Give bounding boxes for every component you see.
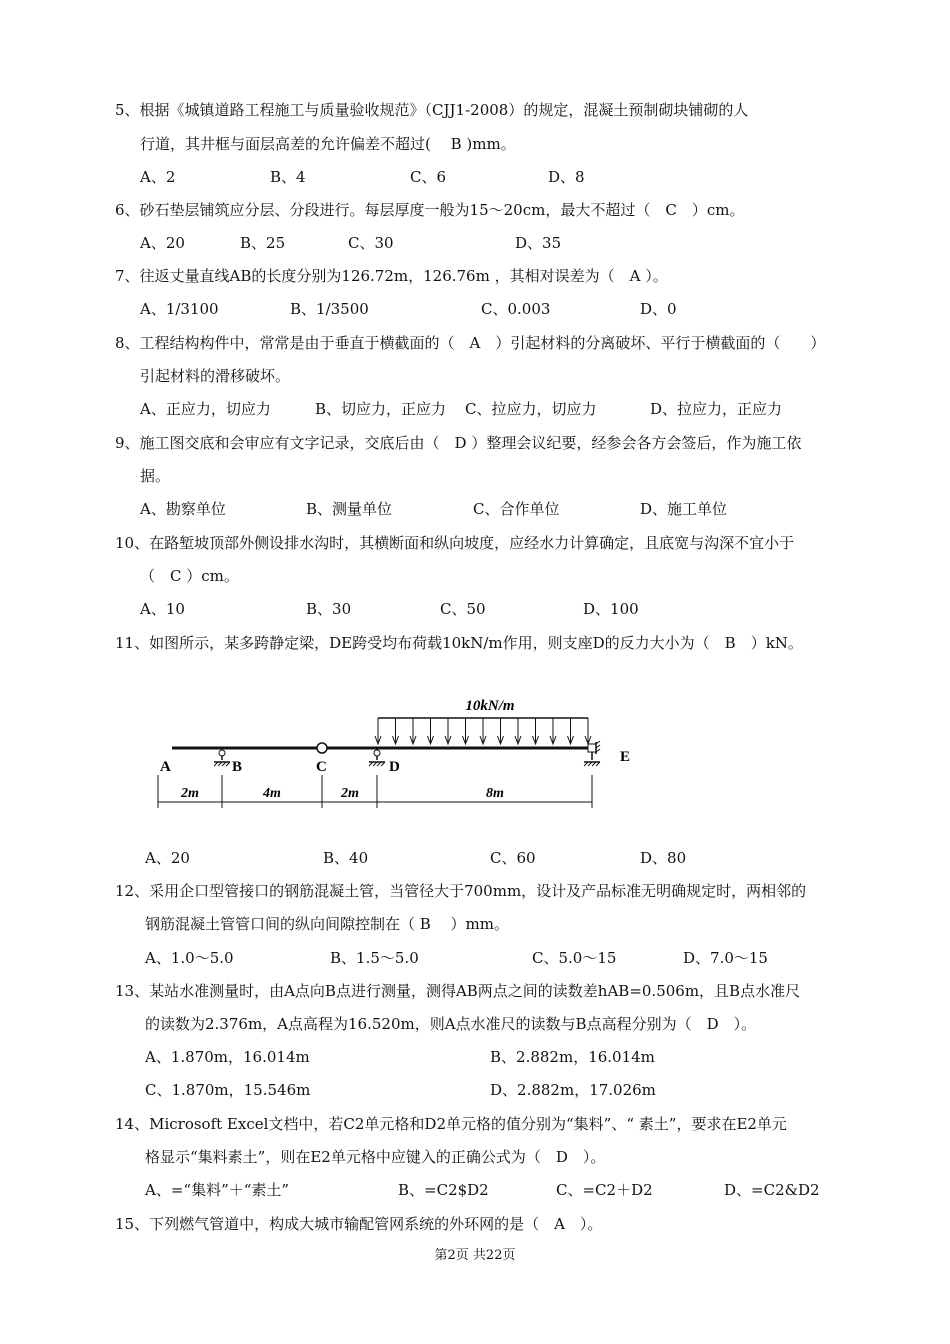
q5-option-b: B、4 xyxy=(270,168,306,186)
q12-option-a: A、1.0～5.0 xyxy=(145,949,234,967)
q13-line2: 的读数为2.376m，A点高程为16.520m，则A点水准尺的读数与B点高程分别为（ D ）。 xyxy=(145,1015,757,1033)
q5-line2: 行道，其井框与面层高差的允许偏差不超过( B )mm。 xyxy=(140,135,516,153)
point-label-c: C xyxy=(316,759,327,775)
hinge-c xyxy=(317,743,327,753)
q11-option-b: B、40 xyxy=(323,849,369,867)
q6-option-c: C、30 xyxy=(348,234,394,252)
q14-option-b: B、=C2$D2 xyxy=(398,1181,489,1199)
q9-option-b: B、测量单位 xyxy=(306,500,393,518)
q12-line2: 钢筋混凝土管管口间的纵向间隙控制在（ B ）mm。 xyxy=(145,915,510,933)
q10-option-d: D、100 xyxy=(583,600,639,618)
q11-option-c: C、60 xyxy=(490,849,536,867)
q12-line1: 12、采用企口型管接口的钢筋混凝土管，当管径大于700mm，设计及产品标准无明确规定时，两相邻的 xyxy=(115,882,807,900)
q11-option-a: A、20 xyxy=(145,849,190,867)
q11-option-d: D、80 xyxy=(640,849,687,867)
q6-line1: 6、砂石垫层铺筑应分层、分段进行。每层厚度一般为15～20cm，最大不超过（ C ）cm。 xyxy=(115,201,745,219)
span-label-bc: 4m xyxy=(263,786,281,801)
q7-option-a: A、1/3100 xyxy=(140,300,219,318)
q6-option-d: D、35 xyxy=(515,234,562,252)
span-label-de: 8m xyxy=(486,786,504,801)
load-arrows xyxy=(375,718,591,744)
q6-option-b: B、25 xyxy=(240,234,286,252)
q7-option-c: C、0.003 xyxy=(481,300,551,318)
q10-option-b: B、30 xyxy=(306,600,352,618)
q12-option-b: B、1.5～5.0 xyxy=(330,949,419,967)
q14-option-d: D、=C2&D2 xyxy=(724,1181,820,1199)
q15-line1: 15、下列燃气管道中，构成大城市输配管网系统的外环网的是（ A ）。 xyxy=(115,1215,603,1233)
q8-line1: 8、工程结构构件中，常常是由于垂直于横截面的（ A ）引起材料的分离破坏、平行于横截面的（ ） xyxy=(115,334,826,352)
q7-option-d: D、0 xyxy=(640,300,677,318)
q8-option-a: A、正应力，切应力 xyxy=(140,400,271,418)
support-e xyxy=(584,741,600,766)
beam-diagram xyxy=(150,690,650,820)
point-label-a: A xyxy=(160,759,171,775)
q6-option-a: A、20 xyxy=(140,234,185,252)
q8-option-d: D、拉应力，正应力 xyxy=(650,400,783,418)
q7-option-b: B、1/3500 xyxy=(290,300,369,318)
q14-line2: 格显示“集料素土”，则在E2单元格中应键入的正确公式为（ D ）。 xyxy=(145,1148,606,1166)
q10-option-a: A、10 xyxy=(140,600,185,618)
point-label-e: E xyxy=(620,749,631,765)
q9-option-a: A、勘察单位 xyxy=(140,500,226,518)
q8-line2: 引起材料的滑移破坏。 xyxy=(140,367,291,385)
q14-option-c: C、=C2＋D2 xyxy=(556,1181,653,1199)
q10-line2: （ C ）cm。 xyxy=(140,567,239,585)
span-label-ab: 2m xyxy=(181,786,199,801)
q13-line1: 13、某站水准测量时，由A点向B点进行测量，测得AB两点之间的读数差hAB=0.506m，且B点水准尺 xyxy=(115,982,801,1000)
q13-option-d: D、2.882m，17.026m xyxy=(490,1081,656,1099)
load-label: 10kN/m xyxy=(465,698,515,714)
q14-option-a: A、=“集料”＋“素土” xyxy=(145,1181,290,1199)
q5-line1: 5、根据《城镇道路工程施工与质量验收规范》（CJJ1-2008）的规定，混凝土预制砌块铺砌的人 xyxy=(115,101,749,119)
q5-option-c: C、6 xyxy=(410,168,447,186)
q8-option-b: B、切应力，正应力 xyxy=(315,400,447,418)
q12-option-d: D、7.0～15 xyxy=(683,949,768,967)
q5-option-d: D、8 xyxy=(548,168,585,186)
q10-line1: 10、在路堑坡顶部外侧设排水沟时，其横断面和纵向坡度，应经水力计算确定，且底宽与沟深不宜小于 xyxy=(115,534,795,552)
support-b xyxy=(214,748,230,766)
point-label-d: D xyxy=(389,759,400,775)
q13-option-a: A、1.870m，16.014m xyxy=(145,1048,310,1066)
q8-option-c: C、拉应力，切应力 xyxy=(465,400,597,418)
q7-line1: 7、往返丈量直线AB的长度分别为126.72m，126.76m ，其相对误差为（ A ）。 xyxy=(115,267,668,285)
q12-option-c: C、5.0～15 xyxy=(532,949,617,967)
q5-option-a: A、2 xyxy=(140,168,176,186)
q13-option-c: C、1.870m，15.546m xyxy=(145,1081,311,1099)
q9-line1: 9、施工图交底和会审应有文字记录，交底后由（ D ）整理会议纪要，经参会各方会签后，作为施工依 xyxy=(115,434,802,452)
q11-line1: 11、如图所示，某多跨静定梁，DE跨受均布荷载10kN/m作用，则支座D的反力大小为（ B ）kN。 xyxy=(115,634,803,652)
q10-option-c: C、50 xyxy=(440,600,486,618)
q13-option-b: B、2.882m，16.014m xyxy=(490,1048,655,1066)
q9-line2: 据。 xyxy=(140,467,171,485)
span-label-cd: 2m xyxy=(341,786,359,801)
page-footer: 第2页 共22页 xyxy=(434,1248,516,1263)
q9-option-d: D、施工单位 xyxy=(640,500,728,518)
q14-line1: 14、Microsoft Excel文档中，若C2单元格和D2单元格的值分别为“集料”、“ 素土”，要求在E2单元 xyxy=(115,1115,787,1133)
point-label-b: B xyxy=(232,759,243,775)
q9-option-c: C、合作单位 xyxy=(473,500,560,518)
support-d xyxy=(369,748,385,766)
